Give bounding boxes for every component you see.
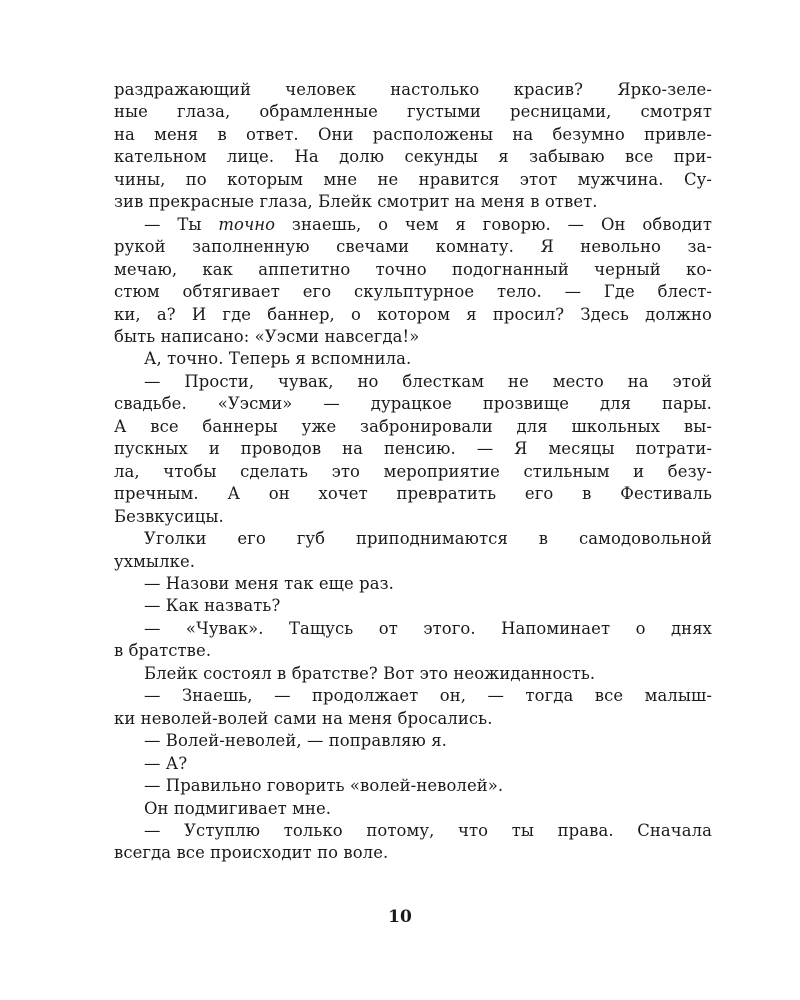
- text-line: быть написано: «Уэсми навсегда!»: [114, 326, 420, 346]
- text-line: ухмылке.: [114, 551, 196, 571]
- emphasis-text: точно: [218, 214, 276, 234]
- text-line: Он подмигивает мне.: [144, 798, 332, 818]
- text-line: — Ты точно знаешь, о чем я говорю. — Он обводит: [144, 214, 712, 234]
- text-line: кательном лице. На долю секунды я забываю все при-: [114, 147, 712, 167]
- text-line: рукой заполненную свечами комнату. Я невольно за-: [114, 237, 712, 257]
- text-line: свадьбе. «Уэсми» — дурацкое прозвище для пары.: [114, 394, 712, 414]
- text-line: А все баннеры уже забронировали для школьных вы-: [114, 416, 712, 436]
- text-line: А, точно. Теперь я вспомнила.: [144, 349, 412, 369]
- text-line: Блейк состоял в братстве? Вот это неожиданность.: [144, 663, 596, 683]
- text-line: ки неволей-волей сами на меня бросались.: [114, 708, 493, 728]
- text-line: чины, по которым мне не нравится этот мужчина. Су-: [114, 169, 712, 189]
- text-line: — Уступлю только потому, что ты права. Сначала: [144, 820, 712, 840]
- text-line: — Прости, чувак, но блесткам не место на этой: [144, 371, 712, 391]
- text-line: — Как назвать?: [144, 596, 281, 616]
- text-line: Безвкусицы.: [114, 506, 224, 526]
- text-line: Уголки его губ приподнимаются в самодовольной: [144, 529, 712, 549]
- text-line: — А?: [144, 753, 188, 773]
- text-line: — Волей-неволей, — поправляю я.: [144, 731, 447, 751]
- text-line: — Назови меня так еще раз.: [144, 573, 394, 593]
- text-line: ные глаза, обрамленные густыми ресницами, смотрят: [114, 102, 712, 122]
- page-number: 10: [388, 907, 412, 927]
- text-line: ла, чтобы сделать это мероприятие стильным и безу-: [114, 461, 712, 481]
- text-line: — «Чувак». Тащусь от этого. Напоминает о днях: [144, 618, 712, 638]
- text-line: — Правильно говорить «волей-неволей».: [144, 776, 504, 796]
- text-line: пречным. А он хочет превратить его в Фестиваль: [114, 484, 712, 504]
- text-line: в братстве.: [114, 641, 212, 661]
- text-line: ки, а? И где баннер, о котором я просил? Здесь должно: [114, 304, 712, 324]
- text-line: мечаю, как аппетитно точно подогнанный черный ко-: [114, 259, 712, 279]
- text-line: на меня в ответ. Они расположены на безумно привле-: [114, 124, 712, 144]
- text-line: раздражающий человек настолько красив? Ярко-зеле-: [114, 80, 712, 99]
- page-body-text: [114, 79, 712, 865]
- text-line: всегда все происходит по воле.: [114, 843, 389, 863]
- text-line: зив прекрасные глаза, Блейк смотрит на меня в ответ.: [114, 192, 598, 212]
- text-line: пускных и проводов на пенсию. — Я месяцы потрати-: [114, 439, 712, 459]
- text-line: — Знаешь, — продолжает он, — тогда все малыш-: [144, 686, 712, 706]
- text-line: стюм обтягивает его скульптурное тело. — Где блест-: [114, 282, 712, 302]
